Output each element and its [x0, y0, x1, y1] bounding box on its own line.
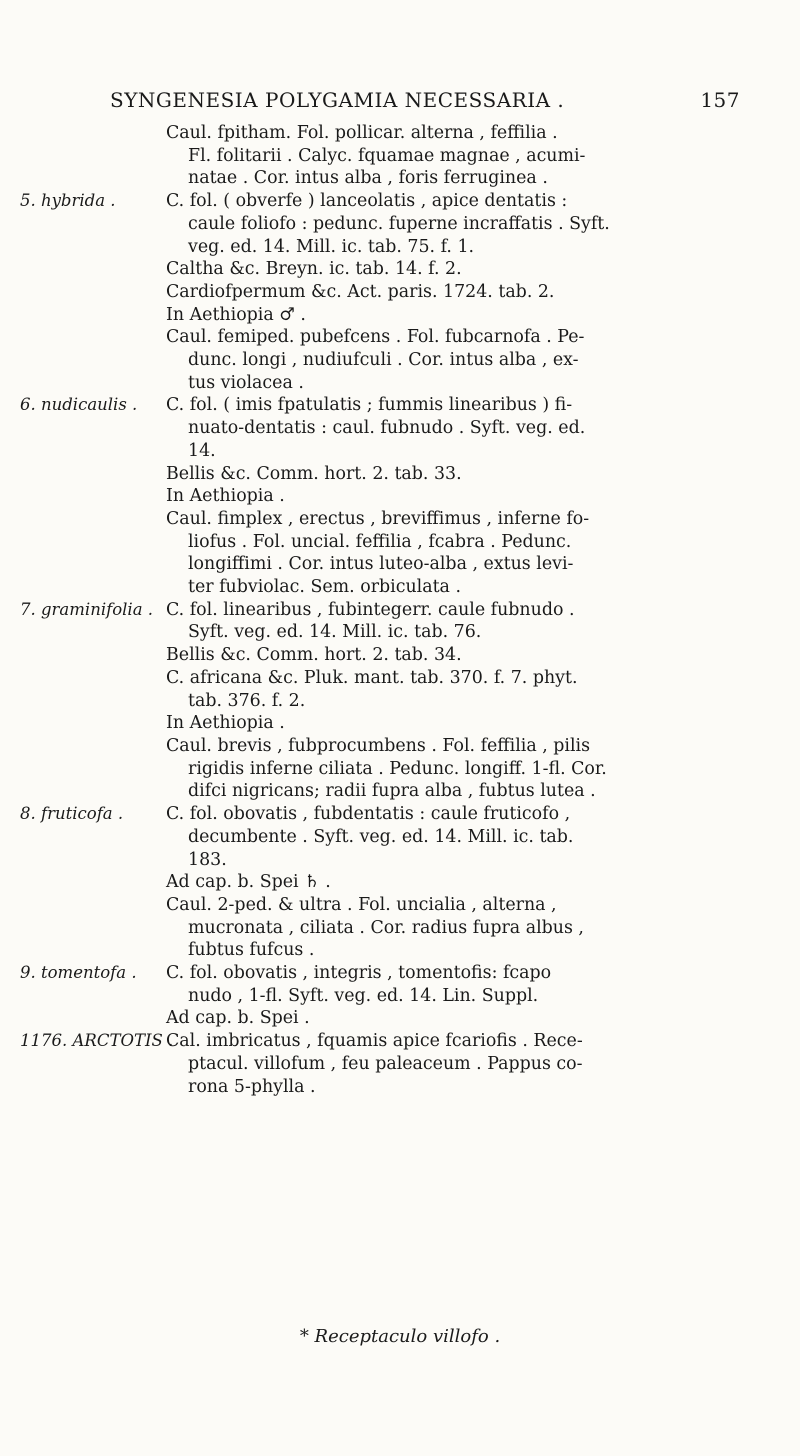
entry-text: C. fol. obovatis , fubdentatis : caule fruticofo ,: [166, 804, 571, 825]
label-spacer: [20, 644, 166, 667]
species-label: 9. tomentofa .: [20, 963, 137, 983]
entry-text: natae . Cor. intus alba , foris ferruginea .: [188, 168, 548, 189]
entry-line: [20, 531, 760, 554]
label-spacer: [20, 1076, 166, 1099]
label-spacer: [20, 326, 166, 349]
entry-text: rigidis inferne ciliata . Pedunc. longiff. 1-fl. Cor.: [188, 758, 607, 779]
entry-line: [20, 167, 760, 190]
entry-line: [20, 939, 760, 962]
entry-line: [20, 644, 760, 667]
entry-line: [20, 849, 760, 872]
entry-text: Fl. folitarii . Calyc. fquamae magnae , acumi-: [188, 145, 586, 166]
entry-text: tab. 376. f. 2.: [188, 690, 306, 711]
entry-text: dunc. longi , nudiufculi . Cor. intus alba , ex-: [188, 350, 579, 371]
label-spacer: [20, 667, 166, 690]
entry-text: mucronata , ciliata . Cor. radius fupra albus ,: [188, 917, 584, 938]
entry-text: In Aethiopia .: [166, 713, 285, 734]
entry-line: [20, 508, 760, 531]
label-spacer: [20, 849, 166, 872]
entry-text: 14.: [188, 440, 216, 461]
label-spacer: [20, 122, 166, 145]
entry-line: [20, 758, 760, 781]
entry-line: [20, 826, 760, 849]
entry-text: Caul. 2-ped. & ultra . Fol. uncialia , alterna ,: [166, 894, 557, 915]
entry-line: [20, 1007, 760, 1030]
entry-line: [20, 894, 760, 917]
entry-line: [20, 304, 760, 327]
label-spacer: [20, 576, 166, 599]
label-spacer: [20, 1053, 166, 1076]
entry-text: C. africana &c. Pluk. mant. tab. 370. f. 7. phyt.: [166, 667, 578, 688]
entry-line: [20, 145, 760, 168]
label-spacer: [20, 553, 166, 576]
entry-line: [20, 576, 760, 599]
entry-line: [20, 1076, 760, 1099]
species-label: 7. graminifolia .: [20, 599, 154, 619]
entry-text: Caltha &c. Breyn. ic. tab. 14. f. 2.: [166, 259, 462, 280]
label-spacer: [20, 780, 166, 803]
entry-text: C. fol. linearibus , fubintegerr. caule fubnudo .: [166, 599, 575, 620]
label-spacer: [20, 531, 166, 554]
entry-line: [20, 485, 760, 508]
entry-line: [20, 962, 760, 985]
label-spacer: [20, 758, 166, 781]
entry-text: Caul. fpitham. Fol. pollicar. alterna , feffilia .: [166, 123, 558, 143]
label-spacer: [20, 417, 166, 440]
entry-line: [20, 917, 760, 940]
entry-text: Bellis &c. Comm. hort. 2. tab. 34.: [166, 645, 462, 666]
entry-text: Syft. veg. ed. 14. Mill. ic. tab. 76.: [188, 622, 482, 643]
entry-line: [20, 213, 760, 236]
label-spacer: [20, 440, 166, 463]
label-spacer: [20, 735, 166, 758]
entries-body: [20, 122, 760, 1098]
entry-text: 183.: [188, 849, 227, 870]
entry-text: decumbente . Syft. veg. ed. 14. Mill. ic. tab.: [188, 826, 574, 847]
entry-text: difci nigricans; radii fupra alba , fubtus lutea .: [188, 781, 596, 802]
species-label: 6. nudicaulis .: [20, 395, 138, 415]
entry-text: caule foliofo : pedunc. fuperne incraffatis . Syft.: [188, 213, 610, 234]
label-spacer: [20, 145, 166, 168]
label-spacer: [20, 917, 166, 940]
entry-line: [20, 1053, 760, 1076]
entry-line: [20, 780, 760, 803]
label-spacer: [20, 236, 166, 259]
entry-text: tus violacea .: [188, 372, 304, 393]
label-spacer: [20, 485, 166, 508]
entry-text: Ad cap. b. Spei .: [166, 1008, 310, 1029]
entry-text: C. fol. obovatis , integris , tomentofis: fcapo: [166, 963, 552, 984]
entry-line: [20, 122, 760, 145]
label-spacer: [20, 621, 166, 644]
page-number: 157: [700, 88, 740, 112]
entry-line: [20, 871, 760, 894]
label-spacer: [20, 939, 166, 962]
entry-text: ter fubviolac. Sem. orbiculata .: [188, 577, 461, 598]
entry-line: [20, 326, 760, 349]
entry-line: [20, 712, 760, 735]
label-spacer: [20, 871, 166, 894]
entry-line: [20, 440, 760, 463]
footnote: * Receptaculo villofo .: [299, 1326, 501, 1347]
entry-text: Caul. brevis , fubprocumbens . Fol. feffilia , pilis: [166, 735, 591, 756]
label-spacer: [20, 463, 166, 486]
entry-line: [20, 281, 760, 304]
entry-text: C. fol. ( obverfe ) lanceolatis , apice dentatis :: [166, 191, 568, 212]
entry-text: liofus . Fol. uncial. feffilia , fcabra . Pedunc.: [188, 531, 572, 552]
label-spacer: [20, 1007, 166, 1030]
label-spacer: [20, 985, 166, 1008]
entry-text: Cal. imbricatus , fquamis apice fcariofis . Rece-: [166, 1031, 583, 1052]
entry-line: [20, 258, 760, 281]
entry-text: rona 5-phylla .: [188, 1076, 316, 1097]
label-spacer: [20, 712, 166, 735]
entry-text: fubtus fufcus .: [188, 940, 315, 961]
entry-text: ptacul. villofum , feu paleaceum . Pappus co-: [188, 1053, 583, 1074]
entry-line: [20, 349, 760, 372]
entry-line: [20, 236, 760, 259]
entry-text: In Aethiopia .: [166, 486, 285, 507]
running-title: SYNGENESIA POLYGAMIA NECESSARIA .: [110, 88, 565, 112]
entry-line: [20, 985, 760, 1008]
entry-line: [20, 394, 760, 417]
entry-line: [20, 599, 760, 622]
entry-line: [20, 553, 760, 576]
entry-line: [20, 372, 760, 395]
entry-text: Ad cap. b. Spei ♄ .: [166, 872, 331, 893]
entry-text: Cardiofpermum &c. Act. paris. 1724. tab. 2.: [166, 281, 555, 302]
entry-line: [20, 690, 760, 713]
label-spacer: [20, 826, 166, 849]
label-spacer: [20, 304, 166, 327]
label-spacer: [20, 372, 166, 395]
species-label: 5. hybrida .: [20, 191, 116, 211]
entry-line: [20, 667, 760, 690]
species-label: 8. fruticofa .: [20, 804, 124, 824]
entry-text: C. fol. ( imis fpatulatis ; fummis linearibus ) fi-: [166, 395, 573, 416]
entry-line: [20, 417, 760, 440]
label-spacer: [20, 213, 166, 236]
entry-line: [20, 803, 760, 826]
label-spacer: [20, 349, 166, 372]
label-spacer: [20, 690, 166, 713]
entry-text: Bellis &c. Comm. hort. 2. tab. 33.: [166, 463, 462, 484]
entry-text: nudo , 1-fl. Syft. veg. ed. 14. Lin. Suppl.: [188, 985, 539, 1006]
entry-text: In Aethiopia ♂ .: [166, 304, 306, 325]
species-label: 1176. ARCTOTIS .: [20, 1031, 174, 1051]
entry-text: longiffimi . Cor. intus luteo-alba , extus levi-: [188, 554, 574, 575]
entry-text: Caul. fimplex , erectus , breviffimus , inferne fo-: [166, 508, 590, 529]
entry-line: [20, 621, 760, 644]
entry-line: [20, 190, 760, 213]
entry-line: [20, 463, 760, 486]
entry-text: Caul. femiped. pubefcens . Fol. fubcarnofa . Pe-: [166, 327, 585, 348]
label-spacer: [20, 167, 166, 190]
entry-text: nuato-dentatis : caul. fubnudo . Syft. veg. ed.: [188, 418, 586, 439]
entry-text: veg. ed. 14. Mill. ic. tab. 75. f. 1.: [188, 236, 475, 257]
label-spacer: [20, 508, 166, 531]
label-spacer: [20, 258, 166, 281]
label-spacer: [20, 281, 166, 304]
entry-line: [20, 1030, 760, 1053]
entry-line: [20, 735, 760, 758]
label-spacer: [20, 894, 166, 917]
